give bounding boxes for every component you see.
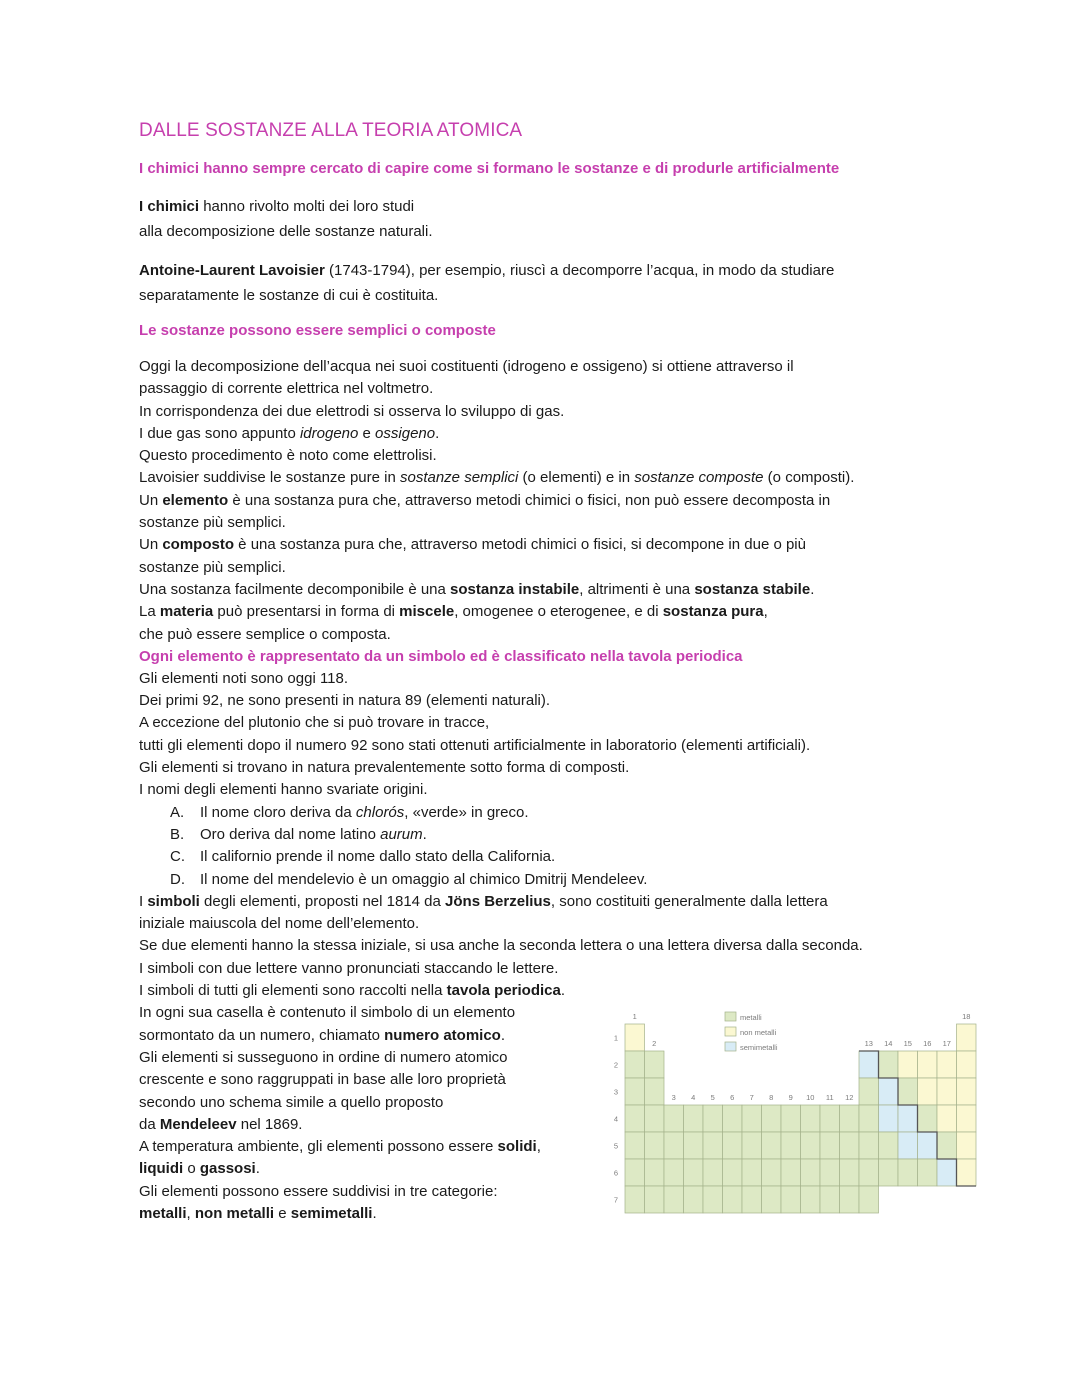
table-cell: [879, 1159, 899, 1186]
page-title: DALLE SOSTANZE ALLA TEORIA ATOMICA: [139, 120, 523, 141]
table-cell: [645, 1159, 665, 1186]
table-cell: [723, 1159, 743, 1186]
table-cell: [937, 1078, 957, 1105]
table-cell: [820, 1159, 840, 1186]
table-cell: [781, 1132, 801, 1159]
legend-label: semimetalli: [740, 1043, 778, 1052]
group-label: 11: [825, 1093, 834, 1102]
table-cell: [723, 1132, 743, 1159]
period-label: 3: [613, 1087, 619, 1097]
group-label: 1: [632, 1012, 637, 1021]
period-label: 2: [613, 1060, 619, 1070]
list-item: B. Oro deriva dal nome latino aurum.: [170, 825, 427, 843]
table-cell: [762, 1159, 782, 1186]
paragraph-lavoisier: Antoine-Laurent Lavoisier (1743-1794), per esempio, riuscì a decomporre l’acqua, in modo da studiare separatamente le sostanze di cui è costituita.: [139, 262, 835, 304]
list-item: A. Il nome cloro deriva da chlorós, «verde» in greco.: [170, 803, 529, 821]
table-cell: [684, 1132, 704, 1159]
group-label: 17: [942, 1039, 951, 1048]
table-cell: [859, 1159, 879, 1186]
table-cell: [840, 1132, 860, 1159]
section-heading-elemento: Ogni elemento è rappresentato da un simbolo ed è classificato nella tavola periodica: [139, 647, 743, 665]
table-cell: [918, 1105, 938, 1132]
periodic-table-diagram: [609, 1006, 984, 1216]
table-cell: [898, 1051, 918, 1078]
group-label: 2: [652, 1039, 657, 1048]
table-cell: [820, 1105, 840, 1132]
paragraph-tavola: In ogni sua casella è contenuto il simbolo di un elemento sormontato da un numero, chiamato numero atomico. Gli elementi si susseguono in ordine di numero atomico crescente e sono raggruppati in base alle loro proprietà secondo uno schema simile a quello proposto da Mendeleev nel 1869. A temperatura ambiente, gli elementi possono essere solidi, liquidi o gassosi. Gli elementi possono essere suddivisi in tre categorie: metalli, non metalli e semimetalli.: [139, 1004, 541, 1222]
table-cell: [625, 1132, 645, 1159]
group-label: 9: [788, 1093, 793, 1102]
group-label: 15: [903, 1039, 912, 1048]
table-cell: [937, 1105, 957, 1132]
group-label: 13: [864, 1039, 873, 1048]
table-cell: [898, 1159, 918, 1186]
table-cell: [957, 1159, 977, 1186]
group-label: 6: [730, 1093, 735, 1102]
group-label: 14: [884, 1039, 893, 1048]
list-item: C. Il californio prende il nome dallo stato della California.: [170, 848, 556, 866]
group-label: 18: [962, 1012, 971, 1021]
group-label: 16: [923, 1039, 932, 1048]
bold-text: I chimici: [139, 198, 200, 215]
table-cell: [898, 1078, 918, 1105]
table-cell: [742, 1132, 762, 1159]
table-cell: [684, 1105, 704, 1132]
group-label: 8: [769, 1093, 774, 1102]
table-cell: [801, 1105, 821, 1132]
group-label: 12: [845, 1093, 854, 1102]
name-origins-list: [139, 802, 959, 891]
period-label: 6: [613, 1168, 619, 1178]
legend-swatch: [725, 1042, 736, 1051]
table-cell: [781, 1186, 801, 1213]
table-cell: [957, 1132, 977, 1159]
table-cell: [664, 1159, 684, 1186]
table-cell: [723, 1186, 743, 1213]
table-cell: [879, 1105, 899, 1132]
table-cell: [840, 1186, 860, 1213]
table-cell: [801, 1186, 821, 1213]
table-cell: [840, 1159, 860, 1186]
group-label: 3: [671, 1093, 676, 1102]
table-cell: [820, 1132, 840, 1159]
table-cell: [645, 1186, 665, 1213]
table-cell: [645, 1132, 665, 1159]
list-item: D. Il nome del mendelevio è un omaggio al chimico Dmitrij Mendeleev.: [170, 870, 648, 888]
bold-text: Antoine-Laurent Lavoisier: [139, 262, 325, 279]
table-cell: [625, 1051, 645, 1078]
table-cell: [918, 1078, 938, 1105]
table-cell: [625, 1105, 645, 1132]
table-cell: [859, 1105, 879, 1132]
table-cell: [957, 1078, 977, 1105]
period-label: 7: [613, 1195, 619, 1205]
table-cell: [762, 1132, 782, 1159]
table-cell: [918, 1051, 938, 1078]
table-cell: [625, 1024, 645, 1051]
table-cell: [645, 1078, 665, 1105]
section-heading-chimici: I chimici hanno sempre cercato di capire come si formano le sostanze e di produrle artificialmente: [139, 160, 840, 177]
table-cell: [625, 1186, 645, 1213]
table-cell: [645, 1051, 665, 1078]
table-cell: [859, 1051, 879, 1078]
table-cell: [840, 1105, 860, 1132]
group-label: 5: [710, 1093, 715, 1102]
table-cell: [879, 1132, 899, 1159]
group-label: 4: [691, 1093, 696, 1102]
table-cell: [625, 1078, 645, 1105]
group-label: 10: [806, 1093, 815, 1102]
table-cell: [703, 1105, 723, 1132]
table-cell: [801, 1132, 821, 1159]
paragraph-chimici: I chimici hanno rivolto molti dei loro studi alla decomposizione delle sostanze naturali.: [139, 198, 433, 240]
paragraph-elettrolisi: Oggi la decomposizione dell’acqua nei suoi costituenti (idrogeno e ossigeno) si ottiene attraverso il passaggio di corrente elettrica nel voltmetro. In corrispondenza dei due elettrodi si osserva lo sviluppo di gas. I due gas sono appunto idrogeno e ossigeno. Questo procedimento è noto come elettrolisi. Lavoisier suddivise le sostanze pure in sostanze semplici (o elementi) e in sostanze composte (o composti). Un elemento è una sostanza pura che, attraverso metodi chimici o fisici, non può essere decomposta in sostanze più semplici. Un composto è una sostanza pura che, attraverso metodi chimici o fisici, si decompone in due o più sostanze più semplici. Una sostanza facilmente decomponibile è una sostanza instabile, altrimenti è una sostanza stabile. La materia può presentarsi in forma di miscele, omogenee o eterogenee, e di sostanza pura, che può essere semplice o composta.: [139, 358, 855, 643]
period-label: 4: [613, 1114, 619, 1124]
table-cell: [879, 1078, 899, 1105]
table-cell: [859, 1186, 879, 1213]
table-cell: [859, 1132, 879, 1159]
table-cell: [957, 1051, 977, 1078]
table-cell: [937, 1051, 957, 1078]
legend-swatch: [725, 1027, 736, 1036]
group-label: 7: [749, 1093, 754, 1102]
paragraph-elementi: Gli elementi noti sono oggi 118. Dei primi 92, ne sono presenti in natura 89 (elementi naturali). A eccezione del plutonio che si può trovare in tracce, tutti gli elementi dopo il numero 92 sono stati ottenuti artificialmente in laboratorio (elementi artificiali). Gli elementi si trovano in natura prevalentemente sotto forma di composti. I nomi degli elementi hanno svariate origini.: [139, 669, 811, 799]
table-cell: [957, 1024, 977, 1051]
table-cell: [781, 1105, 801, 1132]
table-cell: [918, 1159, 938, 1186]
table-cell: [703, 1159, 723, 1186]
table-cell: [762, 1105, 782, 1132]
period-label: 1: [613, 1033, 619, 1043]
table-cell: [820, 1186, 840, 1213]
table-cell: [937, 1159, 957, 1186]
table-cell: [684, 1186, 704, 1213]
period-label: 5: [613, 1141, 619, 1151]
table-cell: [918, 1132, 938, 1159]
table-cell: [664, 1132, 684, 1159]
table-cell: [703, 1132, 723, 1159]
table-cell: [898, 1132, 918, 1159]
table-cell: [664, 1186, 684, 1213]
table-cell: [762, 1186, 782, 1213]
table-cell: [898, 1105, 918, 1132]
legend-label: non metalli: [740, 1028, 777, 1037]
table-cell: [664, 1105, 684, 1132]
table-cell: [684, 1159, 704, 1186]
table-cell: [937, 1132, 957, 1159]
legend-swatch: [725, 1012, 736, 1021]
section-heading-sostanze: Le sostanze possono essere semplici o composte: [139, 322, 496, 339]
paragraph-simboli: I simboli degli elementi, proposti nel 1814 da Jöns Berzelius, sono costituiti generalmente dalla lettera iniziale maiuscola del nome dell’elemento. Se due elementi hanno la stessa iniziale, si usa anche la seconda lettera o una lettera diversa dalla seconda. I simboli con due lettere vanno pronunciati staccando le lettere. I simboli di tutti gli elementi sono raccolti nella tavola periodica.: [139, 892, 863, 1000]
table-cell: [781, 1159, 801, 1186]
table-cell: [703, 1186, 723, 1213]
legend-label: metalli: [740, 1013, 762, 1022]
table-cell: [957, 1105, 977, 1132]
table-cell: [801, 1159, 821, 1186]
table-cell: [645, 1105, 665, 1132]
table-cell: [625, 1159, 645, 1186]
table-cell: [742, 1105, 762, 1132]
table-cell: [742, 1186, 762, 1213]
table-cell: [742, 1159, 762, 1186]
table-cell: [723, 1105, 743, 1132]
table-cell: [879, 1051, 899, 1078]
table-cell: [859, 1078, 879, 1105]
